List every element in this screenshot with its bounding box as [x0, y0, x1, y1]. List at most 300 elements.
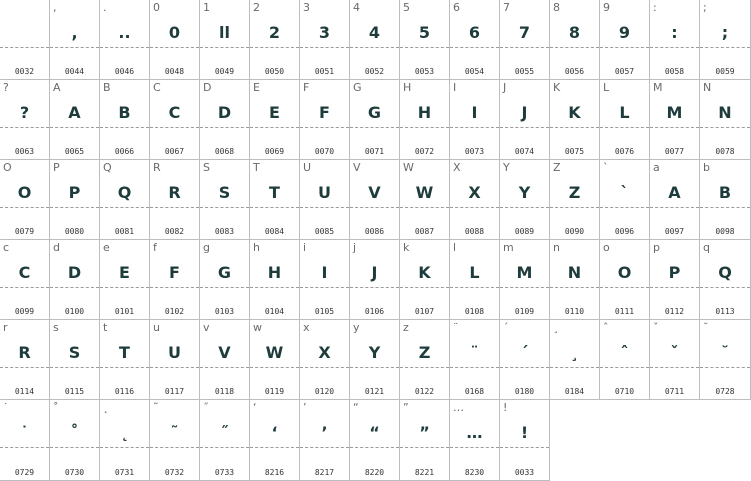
character-code: 0057 [614, 67, 635, 76]
character-code: 0102 [164, 307, 185, 316]
baseline-guide [400, 287, 449, 288]
glyph-cell-0044[interactable] [50, 0, 100, 80]
reference-character: 5 [403, 1, 410, 14]
glyph-cell-8230[interactable] [450, 400, 500, 481]
glyph-cell-0731[interactable] [100, 400, 150, 481]
glyph-cell-0106[interactable] [350, 240, 400, 320]
baseline-guide [150, 127, 199, 128]
font-glyph: ˙ [20, 423, 29, 442]
glyph-cell-0115[interactable] [50, 320, 100, 400]
character-code: 0067 [164, 147, 185, 156]
glyph-cell-0732[interactable] [150, 400, 200, 481]
glyph-cell-0087[interactable] [400, 160, 450, 240]
character-code: 0056 [564, 67, 585, 76]
font-glyph: R [168, 183, 181, 202]
glyph-cell-0105[interactable] [300, 240, 350, 320]
character-code: 0180 [514, 387, 535, 396]
character-code: 0728 [715, 387, 735, 396]
glyph-cell-0066[interactable] [100, 80, 150, 160]
character-code: 0052 [364, 67, 385, 76]
reference-character: o [603, 241, 610, 254]
baseline-guide [700, 287, 750, 288]
glyph-cell-0067[interactable] [150, 80, 200, 160]
character-code: 0710 [614, 387, 635, 396]
character-code: 0116 [114, 387, 135, 396]
reference-character: . [103, 1, 107, 14]
glyph-cell-0090[interactable] [550, 160, 600, 240]
baseline-guide [500, 207, 549, 208]
glyph-cell-0711[interactable] [650, 320, 700, 400]
reference-character: x [303, 321, 310, 334]
glyph-cell-0052[interactable] [350, 0, 400, 80]
glyph-cell-0710[interactable] [600, 320, 650, 400]
font-glyph: J [521, 103, 528, 122]
baseline-guide [400, 447, 449, 448]
character-code: 0049 [214, 67, 235, 76]
reference-character: C [153, 81, 161, 94]
glyph-cell-0068[interactable] [200, 80, 250, 160]
glyph-cell-0053[interactable] [400, 0, 450, 80]
reference-character: ˆ [603, 321, 609, 334]
font-glyph: V [218, 343, 231, 362]
glyph-cell-0116[interactable] [100, 320, 150, 400]
glyph-cell-8217[interactable] [300, 400, 350, 481]
baseline-guide [50, 207, 99, 208]
reference-character: y [353, 321, 360, 334]
reference-character: P [53, 161, 60, 174]
glyph-cell-0084[interactable] [250, 160, 300, 240]
font-glyph: ˝ [220, 423, 229, 442]
glyph-cell-0080[interactable] [50, 160, 100, 240]
baseline-guide [300, 127, 349, 128]
glyph-cell-0108[interactable] [450, 240, 500, 320]
font-glyph: ˚ [70, 423, 79, 442]
baseline-guide [50, 127, 99, 128]
glyph-cell-0113[interactable] [700, 240, 751, 320]
reference-character: s [53, 321, 59, 334]
reference-character: I [453, 81, 457, 94]
glyph-cell-0733[interactable] [200, 400, 250, 481]
baseline-guide [250, 47, 299, 48]
reference-character: ` [603, 161, 609, 174]
font-glyph: Q [117, 183, 132, 202]
font-glyph: S [218, 183, 231, 202]
glyph-cell-0729[interactable] [0, 400, 50, 481]
glyph-cell-0096[interactable] [600, 160, 650, 240]
glyph-cell-0097[interactable] [650, 160, 700, 240]
reference-character: T [253, 161, 260, 174]
glyph-cell-0180[interactable] [500, 320, 550, 400]
reference-character: A [53, 81, 61, 94]
glyph-cell-0033[interactable] [500, 400, 550, 481]
character-code: 0059 [715, 67, 735, 76]
font-glyph: F [169, 263, 180, 282]
character-code: 0076 [614, 147, 635, 156]
character-code: 0099 [14, 307, 35, 316]
baseline-guide [200, 207, 249, 208]
glyph-cell-0102[interactable] [150, 240, 200, 320]
font-glyph: K [568, 103, 581, 122]
character-code: 0105 [314, 307, 335, 316]
character-code: 0063 [14, 147, 35, 156]
baseline-guide [150, 287, 199, 288]
glyph-cell-0117[interactable] [150, 320, 200, 400]
reference-character: 9 [603, 1, 610, 14]
baseline-guide [550, 207, 599, 208]
reference-character: ˚ [53, 401, 59, 414]
reference-character: L [603, 81, 610, 94]
character-code: 0168 [464, 387, 485, 396]
character-code: 0122 [414, 387, 435, 396]
baseline-guide [600, 287, 649, 288]
character-code: 0111 [614, 307, 635, 316]
font-glyph: ¸ [570, 343, 579, 362]
glyph-cell-0032[interactable] [0, 0, 50, 80]
font-glyph: 8 [568, 23, 581, 42]
character-code: 0113 [715, 307, 735, 316]
character-code: 0083 [214, 227, 235, 236]
baseline-guide [350, 127, 399, 128]
character-code: 0098 [715, 227, 735, 236]
character-code: 0044 [64, 67, 85, 76]
reference-character: ’ [303, 401, 307, 414]
glyph-cell-0051[interactable] [300, 0, 350, 80]
reference-character: ˘ [703, 321, 709, 334]
reference-character: X [453, 161, 461, 174]
baseline-guide [50, 447, 99, 448]
reference-character: ˙ [3, 401, 9, 414]
font-glyph: M [666, 103, 683, 122]
glyph-cell-0073[interactable] [450, 80, 500, 160]
character-code: 0107 [414, 307, 435, 316]
baseline-guide [600, 47, 649, 48]
reference-character: 6 [453, 1, 460, 14]
baseline-guide [500, 47, 549, 48]
font-glyph: L [619, 103, 630, 122]
character-code: 0033 [514, 468, 535, 477]
font-glyph: ˜ [170, 423, 179, 442]
font-glyph: N [567, 263, 582, 282]
baseline-guide [350, 287, 399, 288]
glyph-cell-0104[interactable] [250, 240, 300, 320]
font-glyph: U [168, 343, 181, 362]
baseline-guide [550, 47, 599, 48]
character-code: 0119 [264, 387, 285, 396]
reference-character: B [103, 81, 111, 94]
glyph-cell-0054[interactable] [450, 0, 500, 80]
baseline-guide [50, 367, 99, 368]
glyph-cell-0055[interactable] [500, 0, 550, 80]
reference-character: f [153, 241, 157, 254]
font-glyph: W [415, 183, 434, 202]
reference-character: 1 [203, 1, 210, 14]
font-glyph: ˘ [721, 343, 729, 362]
font-glyph: ´ [520, 343, 529, 362]
font-glyph: N [718, 103, 732, 122]
glyph-cell-0111[interactable] [600, 240, 650, 320]
font-glyph: ll [219, 23, 230, 42]
baseline-guide [600, 207, 649, 208]
font-glyph: M [516, 263, 533, 282]
reference-character: ¨ [453, 321, 459, 334]
font-glyph: X [318, 343, 331, 362]
glyph-cell-0730[interactable] [50, 400, 100, 481]
baseline-guide [650, 367, 699, 368]
glyph-cell-0058[interactable] [650, 0, 700, 80]
glyph-cell-0086[interactable] [350, 160, 400, 240]
reference-character: ¸ [553, 321, 559, 334]
reference-character: K [553, 81, 561, 94]
glyph-cell-0120[interactable] [300, 320, 350, 400]
character-code: 0103 [214, 307, 235, 316]
font-glyph: H [267, 263, 282, 282]
reference-character: l [453, 241, 457, 254]
reference-character: 2 [253, 1, 260, 14]
character-code: 0101 [114, 307, 135, 316]
glyph-cell-0065[interactable] [50, 80, 100, 160]
font-glyph: G [367, 103, 382, 122]
glyph-cell-0184[interactable] [550, 320, 600, 400]
glyph-cell-0082[interactable] [150, 160, 200, 240]
font-glyph: 3 [318, 23, 331, 42]
baseline-guide [0, 127, 49, 128]
glyph-cell-0046[interactable] [100, 0, 150, 80]
font-glyph: B [118, 103, 131, 122]
baseline-guide [450, 287, 499, 288]
baseline-guide [300, 207, 349, 208]
baseline-guide [150, 47, 199, 48]
baseline-guide [200, 447, 249, 448]
baseline-guide [100, 47, 149, 48]
font-glyph: L [469, 263, 480, 282]
glyph-cell-0098[interactable] [700, 160, 751, 240]
glyph-cell-0069[interactable] [250, 80, 300, 160]
character-code: 0065 [64, 147, 85, 156]
character-code: 0106 [364, 307, 385, 316]
font-glyph: ˆ [620, 343, 629, 362]
glyph-cell-0072[interactable] [400, 80, 450, 160]
character-code: 0054 [464, 67, 485, 76]
font-glyph: E [269, 103, 280, 122]
glyph-cell-0103[interactable] [200, 240, 250, 320]
reference-character: Y [503, 161, 510, 174]
reference-character: W [403, 161, 414, 174]
font-glyph: ˛ [120, 423, 129, 442]
baseline-guide [300, 287, 349, 288]
reference-character: r [3, 321, 8, 334]
baseline-guide [0, 367, 49, 368]
baseline-guide [400, 207, 449, 208]
baseline-guide [100, 127, 149, 128]
character-code: 0108 [464, 307, 485, 316]
font-glyph: ? [19, 103, 30, 122]
glyph-cell-0048[interactable] [150, 0, 200, 80]
baseline-guide [700, 127, 750, 128]
glyph-cell-0089[interactable] [500, 160, 550, 240]
glyph-cell-0100[interactable] [50, 240, 100, 320]
glyph-cell-0071[interactable] [350, 80, 400, 160]
reference-character: Q [103, 161, 112, 174]
reference-character: n [553, 241, 560, 254]
reference-character: N [703, 81, 712, 94]
glyph-cell-0059[interactable] [700, 0, 751, 80]
baseline-guide [250, 367, 299, 368]
glyph-cell-0109[interactable] [500, 240, 550, 320]
glyph-cell-0076[interactable] [600, 80, 650, 160]
character-code: 0072 [414, 147, 435, 156]
reference-character: b [703, 161, 710, 174]
character-code: 0729 [14, 468, 35, 477]
character-code: 0115 [64, 387, 85, 396]
glyph-cell-0107[interactable] [400, 240, 450, 320]
baseline-guide [400, 47, 449, 48]
character-code: 0068 [214, 147, 235, 156]
baseline-guide [150, 447, 199, 448]
baseline-guide [50, 287, 99, 288]
font-glyph: C [18, 263, 31, 282]
reference-character: ‘ [253, 401, 257, 414]
character-code: 0104 [264, 307, 285, 316]
glyph-cell-0063[interactable] [0, 80, 50, 160]
font-glyph: , [71, 23, 78, 42]
glyph-cell-0074[interactable] [500, 80, 550, 160]
character-code: 0084 [264, 227, 285, 236]
font-glyph: T [119, 343, 130, 362]
reference-character: E [253, 81, 260, 94]
font-glyph: W [265, 343, 284, 362]
baseline-guide [0, 207, 49, 208]
character-code: 0080 [64, 227, 85, 236]
baseline-guide [100, 447, 149, 448]
font-glyph: I [321, 263, 328, 282]
character-code: 0071 [364, 147, 385, 156]
character-code: 0085 [314, 227, 335, 236]
glyph-cell-0114[interactable] [0, 320, 50, 400]
glyph-cell-0083[interactable] [200, 160, 250, 240]
character-code: 0730 [64, 468, 85, 477]
baseline-guide [700, 47, 750, 48]
glyph-cell-0049[interactable] [200, 0, 250, 80]
glyph-cell-0070[interactable] [300, 80, 350, 160]
baseline-guide [300, 367, 349, 368]
reference-character: … [453, 401, 464, 414]
baseline-guide [0, 47, 49, 48]
glyph-cell-0088[interactable] [450, 160, 500, 240]
baseline-guide [250, 447, 299, 448]
reference-character: ! [503, 401, 508, 414]
font-glyph: .. [118, 23, 131, 42]
character-code: 0184 [564, 387, 585, 396]
font-glyph: J [371, 263, 378, 282]
font-glyph: Q [718, 263, 732, 282]
baseline-guide [250, 207, 299, 208]
character-code: 8216 [264, 468, 285, 477]
glyph-cell-0077[interactable] [650, 80, 700, 160]
character-code: 0096 [614, 227, 635, 236]
reference-character: 7 [503, 1, 510, 14]
reference-character: ˜ [153, 401, 159, 414]
font-glyph: C [168, 103, 181, 122]
baseline-guide [100, 367, 149, 368]
glyph-cell-0168[interactable] [450, 320, 500, 400]
character-code: 0066 [114, 147, 135, 156]
character-code: 0077 [664, 147, 685, 156]
font-glyph: : [671, 23, 678, 42]
character-code: 8217 [314, 468, 335, 477]
reference-character: S [203, 161, 210, 174]
baseline-guide [650, 127, 699, 128]
font-glyph: Z [568, 183, 581, 202]
character-code: 0070 [314, 147, 335, 156]
font-glyph: ` [620, 183, 629, 202]
baseline-guide [50, 47, 99, 48]
reference-character: q [703, 241, 710, 254]
glyph-cell-0728[interactable] [700, 320, 751, 400]
glyph-cell-0056[interactable] [550, 0, 600, 80]
glyph-cell-8221[interactable] [400, 400, 450, 481]
glyph-cell-8220[interactable] [350, 400, 400, 481]
font-glyph: K [418, 263, 431, 282]
font-glyph: 5 [418, 23, 431, 42]
font-glyph: R [18, 343, 31, 362]
font-glyph: H [417, 103, 432, 122]
character-code: 0112 [664, 307, 685, 316]
baseline-guide [350, 447, 399, 448]
character-code: 0048 [164, 67, 185, 76]
character-code: 0110 [564, 307, 585, 316]
glyph-cell-0075[interactable] [550, 80, 600, 160]
glyph-cell-0122[interactable] [400, 320, 450, 400]
font-glyph: U [318, 183, 331, 202]
font-glyph: T [269, 183, 280, 202]
font-glyph: A [68, 103, 81, 122]
baseline-guide [100, 207, 149, 208]
reference-character: ˛ [103, 401, 109, 414]
baseline-guide [700, 207, 750, 208]
character-code: 8220 [364, 468, 385, 477]
glyph-cell-0099[interactable] [0, 240, 50, 320]
glyph-cell-0079[interactable] [0, 160, 50, 240]
character-code: 0733 [214, 468, 235, 477]
glyph-cell-0110[interactable] [550, 240, 600, 320]
character-code: 0117 [164, 387, 185, 396]
font-glyph: D [67, 263, 82, 282]
baseline-guide [150, 207, 199, 208]
baseline-guide [450, 367, 499, 368]
glyph-cell-8216[interactable] [250, 400, 300, 481]
font-glyph: I [471, 103, 478, 122]
glyph-cell-0057[interactable] [600, 0, 650, 80]
baseline-guide [450, 447, 499, 448]
glyph-cell-0118[interactable] [200, 320, 250, 400]
glyph-cell-0121[interactable] [350, 320, 400, 400]
glyph-cell-0112[interactable] [650, 240, 700, 320]
baseline-guide [400, 367, 449, 368]
character-code: 0732 [164, 468, 185, 477]
glyph-cell-0101[interactable] [100, 240, 150, 320]
reference-character: 8 [553, 1, 560, 14]
reference-character: Z [553, 161, 561, 174]
glyph-cell-0085[interactable] [300, 160, 350, 240]
glyph-cell-0050[interactable] [250, 0, 300, 80]
reference-character: k [403, 241, 410, 254]
glyph-cell-0119[interactable] [250, 320, 300, 400]
glyph-cell-0078[interactable] [700, 80, 751, 160]
character-code: 0073 [464, 147, 485, 156]
reference-character: M [653, 81, 663, 94]
baseline-guide [450, 127, 499, 128]
glyph-cell-0081[interactable] [100, 160, 150, 240]
